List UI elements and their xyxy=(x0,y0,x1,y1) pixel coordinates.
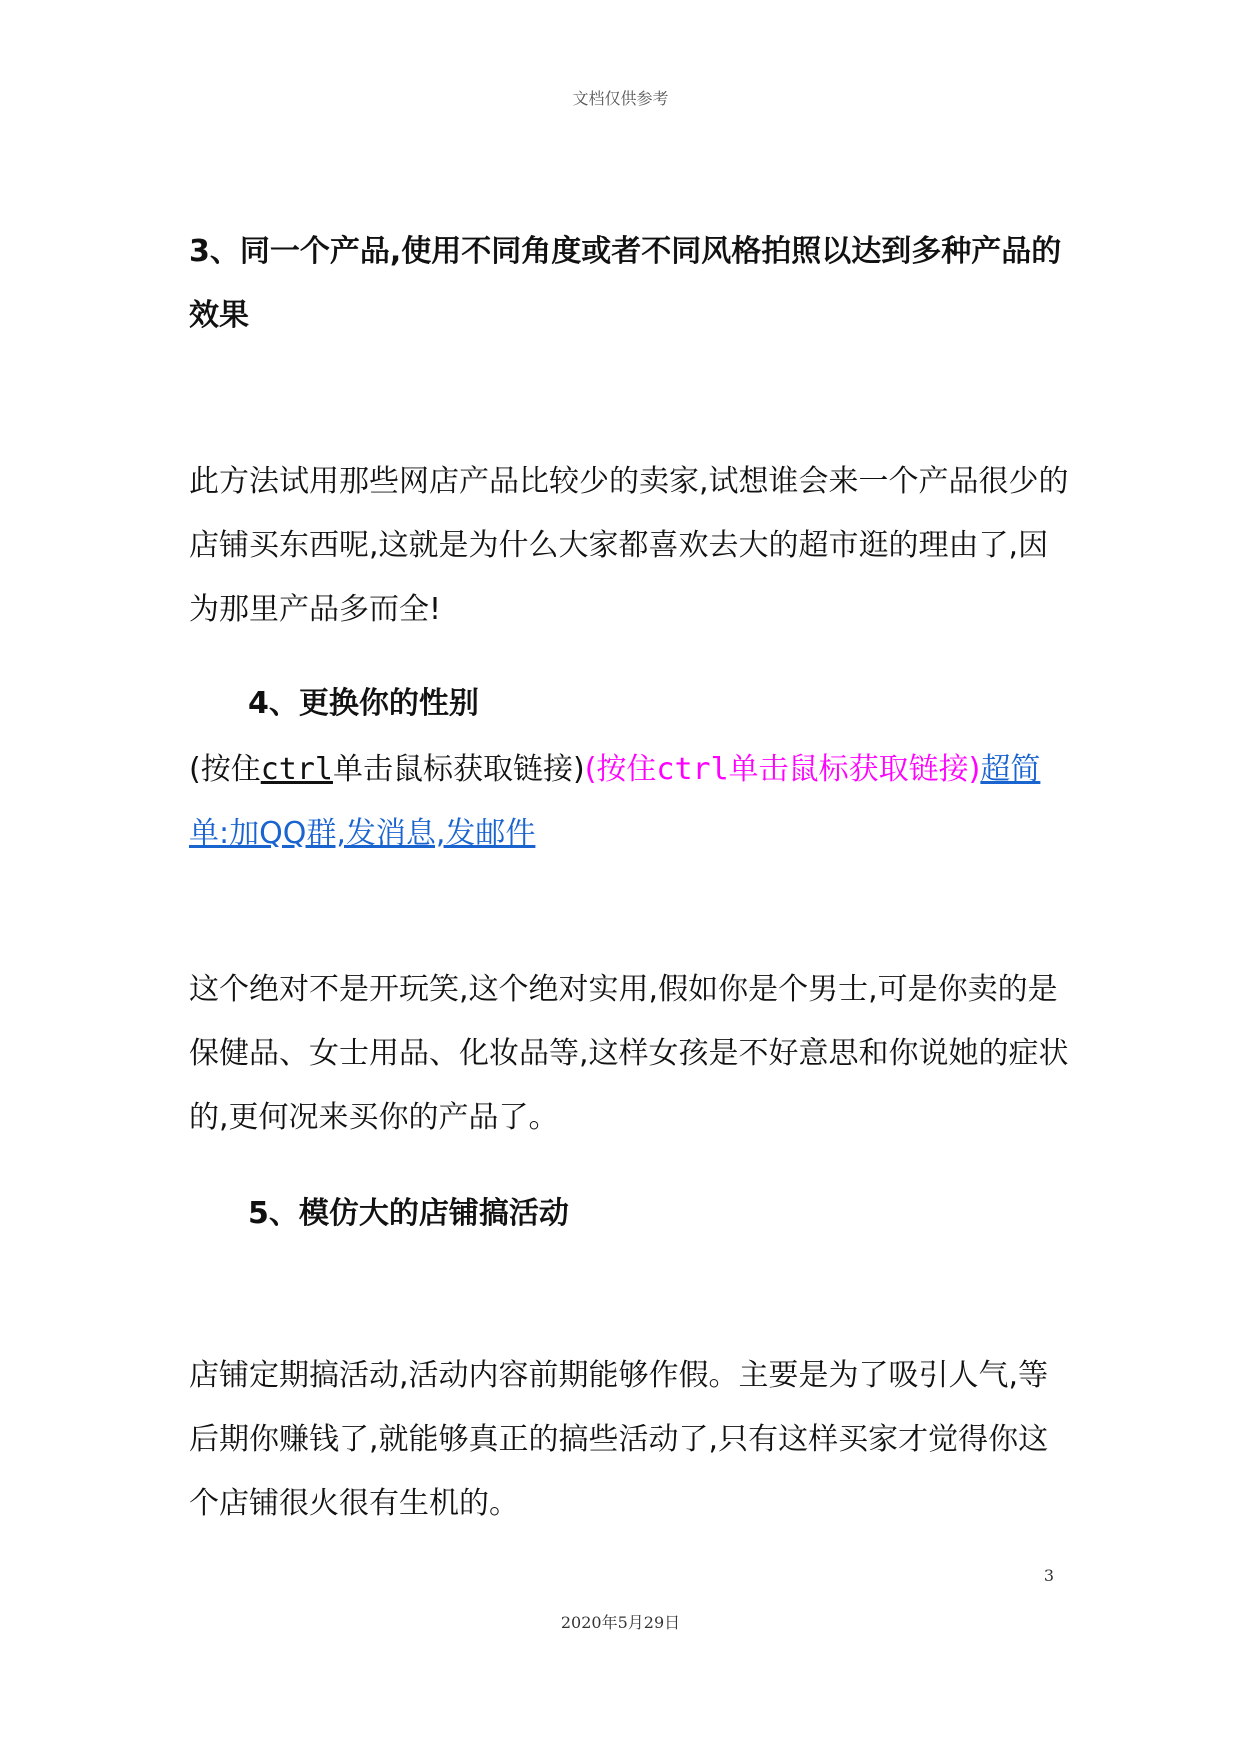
ctrl-word: ctrl xyxy=(260,752,333,787)
paragraph-2: 这个绝对不是开玩笑,这个绝对实用,假如你是个男士,可是你卖的是保健品、女士用品、化妆品等,这样女孩是不好意思和你说她的症状的,更何况来买你的产品了。 xyxy=(189,972,1069,1135)
heading-5: 5、模仿大的店铺搞活动 xyxy=(248,1196,569,1231)
page-footer-date: 2020年5月29日 xyxy=(560,1613,681,1632)
heading-4: 4、更换你的性别 xyxy=(248,686,479,721)
ctrl-hint-black: (按住ctrl单击鼠标获取链接) xyxy=(189,752,585,787)
hyperlink-super-simple[interactable]: 超简单:加QQ群,发消息,发邮件 xyxy=(189,752,1041,851)
link-line xyxy=(189,738,1069,866)
paragraph-3: 店铺定期搞活动,活动内容前期能够作假。主要是为了吸引人气,等后期你赚钱了,就能够真正的搞些活动了,只有这样买家才觉得你这个店铺很火很有生机的。 xyxy=(189,1358,1049,1521)
ctrl-hint-magenta: (按住ctrl单击鼠标获取链接) xyxy=(584,752,981,787)
page-number: 3 xyxy=(1043,1566,1054,1585)
heading-3: 3、同一个产品,使用不同角度或者不同风格拍照以达到多种产品的效果 xyxy=(189,234,1062,333)
page-header: 文档仅供参考 xyxy=(572,89,669,108)
paragraph-1: 此方法试用那些网店产品比较少的卖家,试想谁会来一个产品很少的店铺买东西呢,这就是为什么大家都喜欢去大的超市逛的理由了,因为那里产品多而全! xyxy=(189,464,1069,627)
